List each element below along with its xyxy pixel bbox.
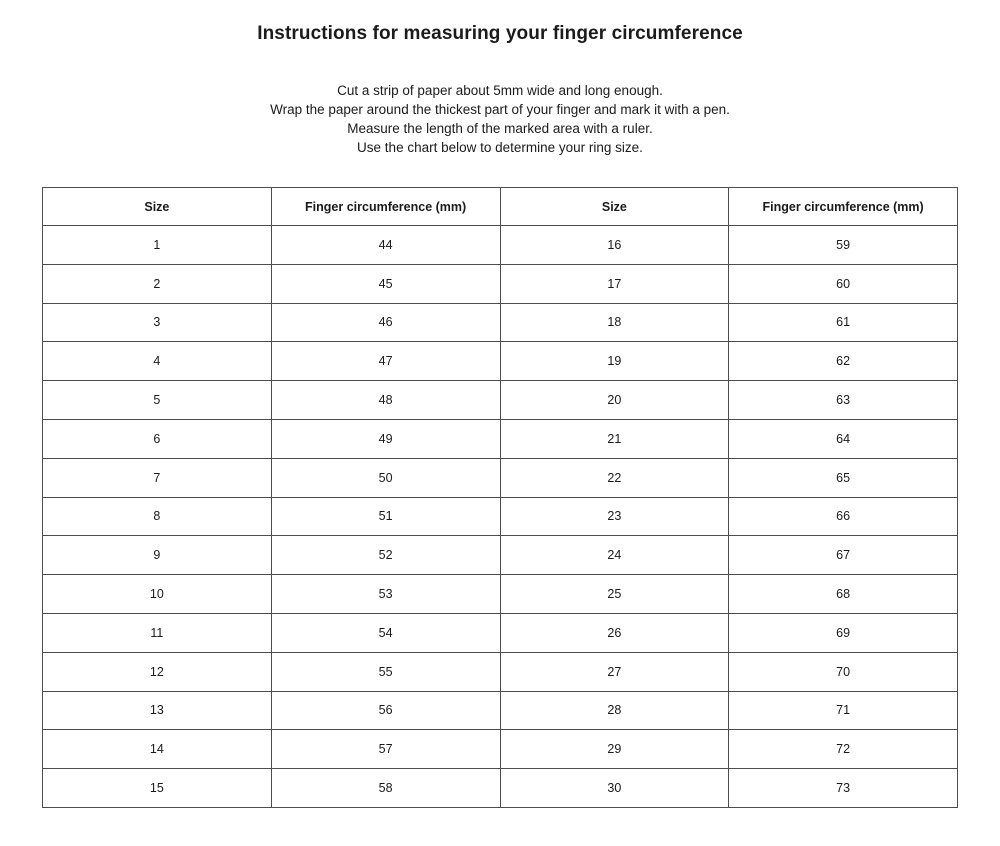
table-body xyxy=(43,226,958,808)
table-row xyxy=(43,419,958,458)
table-row xyxy=(43,652,958,691)
table-cell: 15 xyxy=(43,769,272,808)
table-cell: 20 xyxy=(500,381,729,420)
table-cell: 69 xyxy=(729,613,958,652)
table-cell: 28 xyxy=(500,691,729,730)
table-header-row xyxy=(43,188,958,226)
column-header: Size xyxy=(43,188,272,226)
table-row xyxy=(43,342,958,381)
instruction-line-1: Cut a strip of paper about 5mm wide and long enough. xyxy=(337,83,663,98)
table-cell: 12 xyxy=(43,652,272,691)
table-cell: 53 xyxy=(271,575,500,614)
instructions xyxy=(0,81,1000,157)
table-cell: 27 xyxy=(500,652,729,691)
table-cell: 65 xyxy=(729,458,958,497)
table-cell: 58 xyxy=(271,769,500,808)
table-cell: 23 xyxy=(500,497,729,536)
table-row xyxy=(43,264,958,303)
instruction-line-4: Use the chart below to determine your ring size. xyxy=(357,140,643,155)
table-cell: 10 xyxy=(43,575,272,614)
instruction-line-2: Wrap the paper around the thickest part of your finger and mark it with a pen. xyxy=(270,102,730,117)
table-row xyxy=(43,303,958,342)
page-title: Instructions for measuring your finger circumference xyxy=(257,23,743,44)
table-row xyxy=(43,769,958,808)
table-cell: 5 xyxy=(43,381,272,420)
table-cell: 17 xyxy=(500,264,729,303)
ring-size-table xyxy=(42,187,958,808)
table-cell: 56 xyxy=(271,691,500,730)
table-row xyxy=(43,691,958,730)
table-row xyxy=(43,730,958,769)
table-cell: 44 xyxy=(271,226,500,265)
table-row xyxy=(43,536,958,575)
column-header: Size xyxy=(500,188,729,226)
table-cell: 48 xyxy=(271,381,500,420)
table-cell: 9 xyxy=(43,536,272,575)
table-cell: 1 xyxy=(43,226,272,265)
table-cell: 63 xyxy=(729,381,958,420)
table-cell: 60 xyxy=(729,264,958,303)
table-cell: 50 xyxy=(271,458,500,497)
table-cell: 62 xyxy=(729,342,958,381)
table-cell: 4 xyxy=(43,342,272,381)
table-cell: 51 xyxy=(271,497,500,536)
table-cell: 66 xyxy=(729,497,958,536)
table-cell: 54 xyxy=(271,613,500,652)
table-header xyxy=(43,188,958,226)
table-cell: 22 xyxy=(500,458,729,497)
table-cell: 18 xyxy=(500,303,729,342)
table-cell: 6 xyxy=(43,419,272,458)
table-cell: 2 xyxy=(43,264,272,303)
table-cell: 47 xyxy=(271,342,500,381)
table-cell: 45 xyxy=(271,264,500,303)
table-cell: 3 xyxy=(43,303,272,342)
table-cell: 72 xyxy=(729,730,958,769)
table-cell: 73 xyxy=(729,769,958,808)
column-header: Finger circumference (mm) xyxy=(271,188,500,226)
table-cell: 52 xyxy=(271,536,500,575)
table-cell: 16 xyxy=(500,226,729,265)
table-row xyxy=(43,458,958,497)
table-cell: 57 xyxy=(271,730,500,769)
table-cell: 64 xyxy=(729,419,958,458)
table-cell: 29 xyxy=(500,730,729,769)
table-cell: 55 xyxy=(271,652,500,691)
instruction-line-3: Measure the length of the marked area with a ruler. xyxy=(347,121,653,136)
table-cell: 61 xyxy=(729,303,958,342)
table-cell: 14 xyxy=(43,730,272,769)
table-cell: 68 xyxy=(729,575,958,614)
table-cell: 30 xyxy=(500,769,729,808)
table-cell: 71 xyxy=(729,691,958,730)
table-row xyxy=(43,497,958,536)
table-cell: 67 xyxy=(729,536,958,575)
table-cell: 11 xyxy=(43,613,272,652)
table-cell: 46 xyxy=(271,303,500,342)
table-row xyxy=(43,226,958,265)
table-cell: 25 xyxy=(500,575,729,614)
table-cell: 19 xyxy=(500,342,729,381)
table-cell: 24 xyxy=(500,536,729,575)
table-cell: 59 xyxy=(729,226,958,265)
table-cell: 7 xyxy=(43,458,272,497)
column-header: Finger circumference (mm) xyxy=(729,188,958,226)
table-cell: 70 xyxy=(729,652,958,691)
table-cell: 13 xyxy=(43,691,272,730)
table-row xyxy=(43,575,958,614)
table-cell: 49 xyxy=(271,419,500,458)
table-row xyxy=(43,613,958,652)
table-cell: 26 xyxy=(500,613,729,652)
table-cell: 21 xyxy=(500,419,729,458)
table-cell: 8 xyxy=(43,497,272,536)
table-row xyxy=(43,381,958,420)
